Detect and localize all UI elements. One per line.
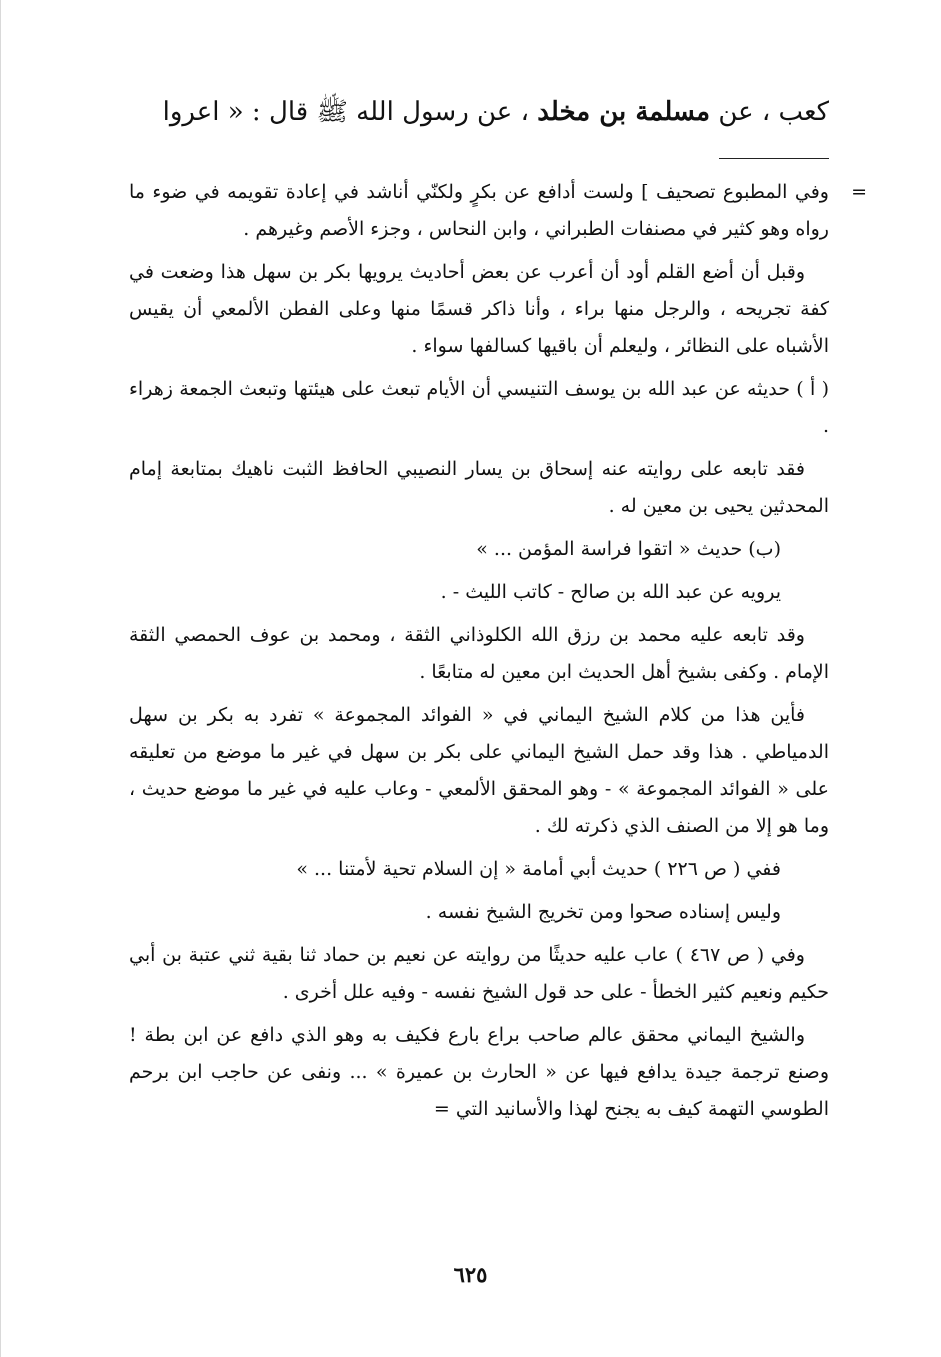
- footnote-paragraph: يرويه عن عبد الله بن صالح - كاتب الليث - .: [440, 581, 781, 603]
- footnote-block: [129, 174, 867, 1134]
- page-number: ٦٢٥: [453, 1262, 488, 1287]
- footnote-divider: [719, 158, 829, 159]
- footnote-paragraph: فأين هذا من كلام الشيخ اليماني في « الفوائد المجموعة » تفرد به بكر بن سهل الدمياطي . هذا وقد حمل الشيخ اليماني على بكر بن سهل في غير ما موضع من تعليقه على « الفوائد المجموعة » - وهو المحقق الألمعي - وعاب عليه في غير ما موضع حديث ، وما هو إلا من الصنف الذي ذكرته لك .: [129, 704, 829, 837]
- main-text-part2: ، عن رسول الله ﷺ قال : « اعروا: [162, 97, 529, 127]
- footnote-paragraph: ( أ ) حديثه عن عبد الله بن يوسف التنيسي أن الأيام تبعث على هيئتها وتبعث الجمعة زهراء .: [129, 378, 829, 437]
- footnote-paragraph: فقد تابعه على روايته عنه إسحاق بن يسار النصيبي الحافظ الثبت ناهيك بمتابعة إمام المحدثين يحيى بن معين له .: [129, 458, 829, 517]
- footnote-paragraph: (ب) حديث « اتقوا فراسة المؤمن ... »: [476, 538, 781, 560]
- main-text-bold-name: مسلمة بن مخلد: [537, 97, 711, 127]
- main-text-part1: كعب ، عن: [718, 97, 829, 127]
- footnote-paragraph: والشيخ اليماني محقق عالم صاحب براع بارع فكيف به وهو الذي دافع عن ابن بطة ! وصنع ترجمة جيدة يدافع فيها عن « الحارث بن عميرة » ... ونفى عن حاجب ابن برحم الطوسي التهمة كيف به يجنح لهذا والأسانيد التي =: [129, 1024, 829, 1120]
- footnote-paragraph: وفي ( ص ٤٦٧ ) عاب عليه حديثًا من روايته عن نعيم بن حماد ثنا بقية ثني عتبة بن أبي حكيم ونعيم كثير الخطأ - على حد قول الشيخ نفسه - وفيه علل أخرى .: [129, 944, 829, 1003]
- footnote-paragraph: وقد تابعه عليه محمد بن رزق الله الكلوذاني الثقة ، ومحمد بن عوف الحمصي الثقة الإمام . وكفى بشيخ أهل الحديث ابن معين له متابعًا .: [129, 624, 829, 683]
- footnote-paragraph: وقبل أن أضع القلم أود أن أعرب عن بعض أحاديث يرويها بكر بن سهل هذا وضعت في كفة تجريحه ، والرجل منها براء ، وأنا ذاكر قسمًا منها وعلى الفطن الألمعي أن يقيس الأشباه على النظائر ، وليعلم أن باقيها كسالفها سواء .: [129, 261, 829, 357]
- footnote-paragraph: ففي ( ص ٢٢٦ ) حديث أبي أمامة « إن السلام تحية لأمتنا ... »: [296, 858, 781, 880]
- main-text-line: [109, 92, 829, 132]
- footnote-paragraph: وفي المطبوع تصحيف ] ولست أدافع عن بكرٍ ولكنّي أناشد في إعادة تقويمه في ضوء ما رواه وهو كثير في مصنفات الطبراني ، وابن النحاس ، وجزء الأصم وغيرهم .: [129, 181, 829, 240]
- footnote-paragraph: وليس إسناده صحوا ومن تخريج الشيخ نفسه .: [425, 901, 781, 923]
- scan-edge-line: [0, 0, 1, 1357]
- continuation-mark: =: [851, 181, 867, 203]
